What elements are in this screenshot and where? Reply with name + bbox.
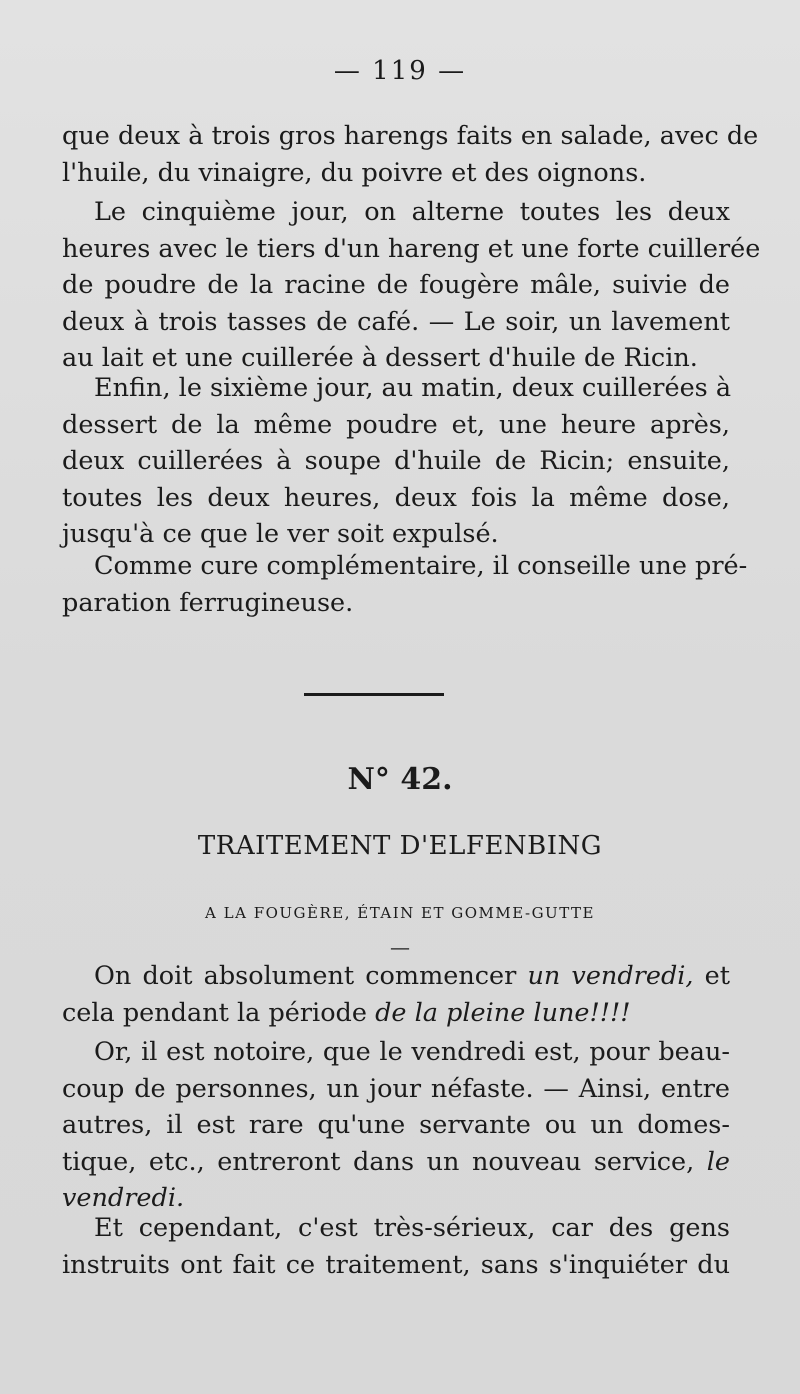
text-line: l'huile, du vinaigre, du poivre et des oignons. [62,157,647,188]
section-title: TRAITEMENT D'ELFENBING [197,831,603,861]
text-line: autres, il est rare qu'une servante ou un domes- [62,1110,730,1140]
text-line: tique, etc., entreront dans un nouveau service, le [62,1146,730,1177]
text-line: Enfin, le sixième jour, au matin, deux cuillerées à [94,373,732,403]
text-line: Le cinquième jour, on alterne toutes les deux [94,197,730,227]
paragraph-7 [62,1210,730,1283]
text-line: dessert de la même poudre et, une heure après, [62,409,730,440]
text-line: de poudre de la racine de fougère mâle, suivie de [62,270,730,300]
text-line: instruits ont fait ce traitement, sans s'inquiéter du [62,1249,730,1280]
paragraph-6 [62,1034,730,1217]
section-separator: — [390,935,410,959]
section-divider [304,693,444,696]
text-line: vendredi. [62,1183,185,1213]
section-subtitle: A LA FOUGÈRE, ÉTAIN ET GOMME-GUTTE [205,904,595,922]
section-number: N° 42. [347,762,453,797]
text-line: Et cependant, c'est très-sérieux, car des gens [94,1213,730,1243]
text-line: deux à trois tasses de café. — Le soir, un lavement [62,306,730,337]
text-line: heures avec le tiers d'un hareng et une forte cuillerée [62,233,761,264]
paragraph-3 [62,370,730,553]
paragraph-5 [62,958,730,1031]
text-line: paration ferrugineuse. [62,587,354,618]
text-line: On doit absolument commencer un vendredi, et [94,961,730,991]
paragraph-1 [62,118,759,191]
text-line: Comme cure complémentaire, il conseille une pré- [94,551,748,581]
text-line: jusqu'à ce que le ver soit expulsé. [62,519,499,549]
paragraph-2 [62,194,761,377]
text-line: coup de personnes, un jour néfaste. — Ainsi, entre [62,1073,730,1104]
text-line: cela pendant la période de la pleine lune!!!! [62,997,631,1028]
paragraph-4 [62,548,748,621]
page-number: — 119 — [333,56,467,86]
text-line: que deux à trois gros harengs faits en salade, avec de [62,121,759,151]
text-line: au lait et une cuillerée à dessert d'huile de Ricin. [62,343,698,373]
text-line: Or, il est notoire, que le vendredi est, pour beau- [94,1037,730,1067]
text-line: deux cuillerées à soupe d'huile de Ricin; ensuite, [62,446,730,476]
text-line: toutes les deux heures, deux fois la même dose, [62,482,730,513]
